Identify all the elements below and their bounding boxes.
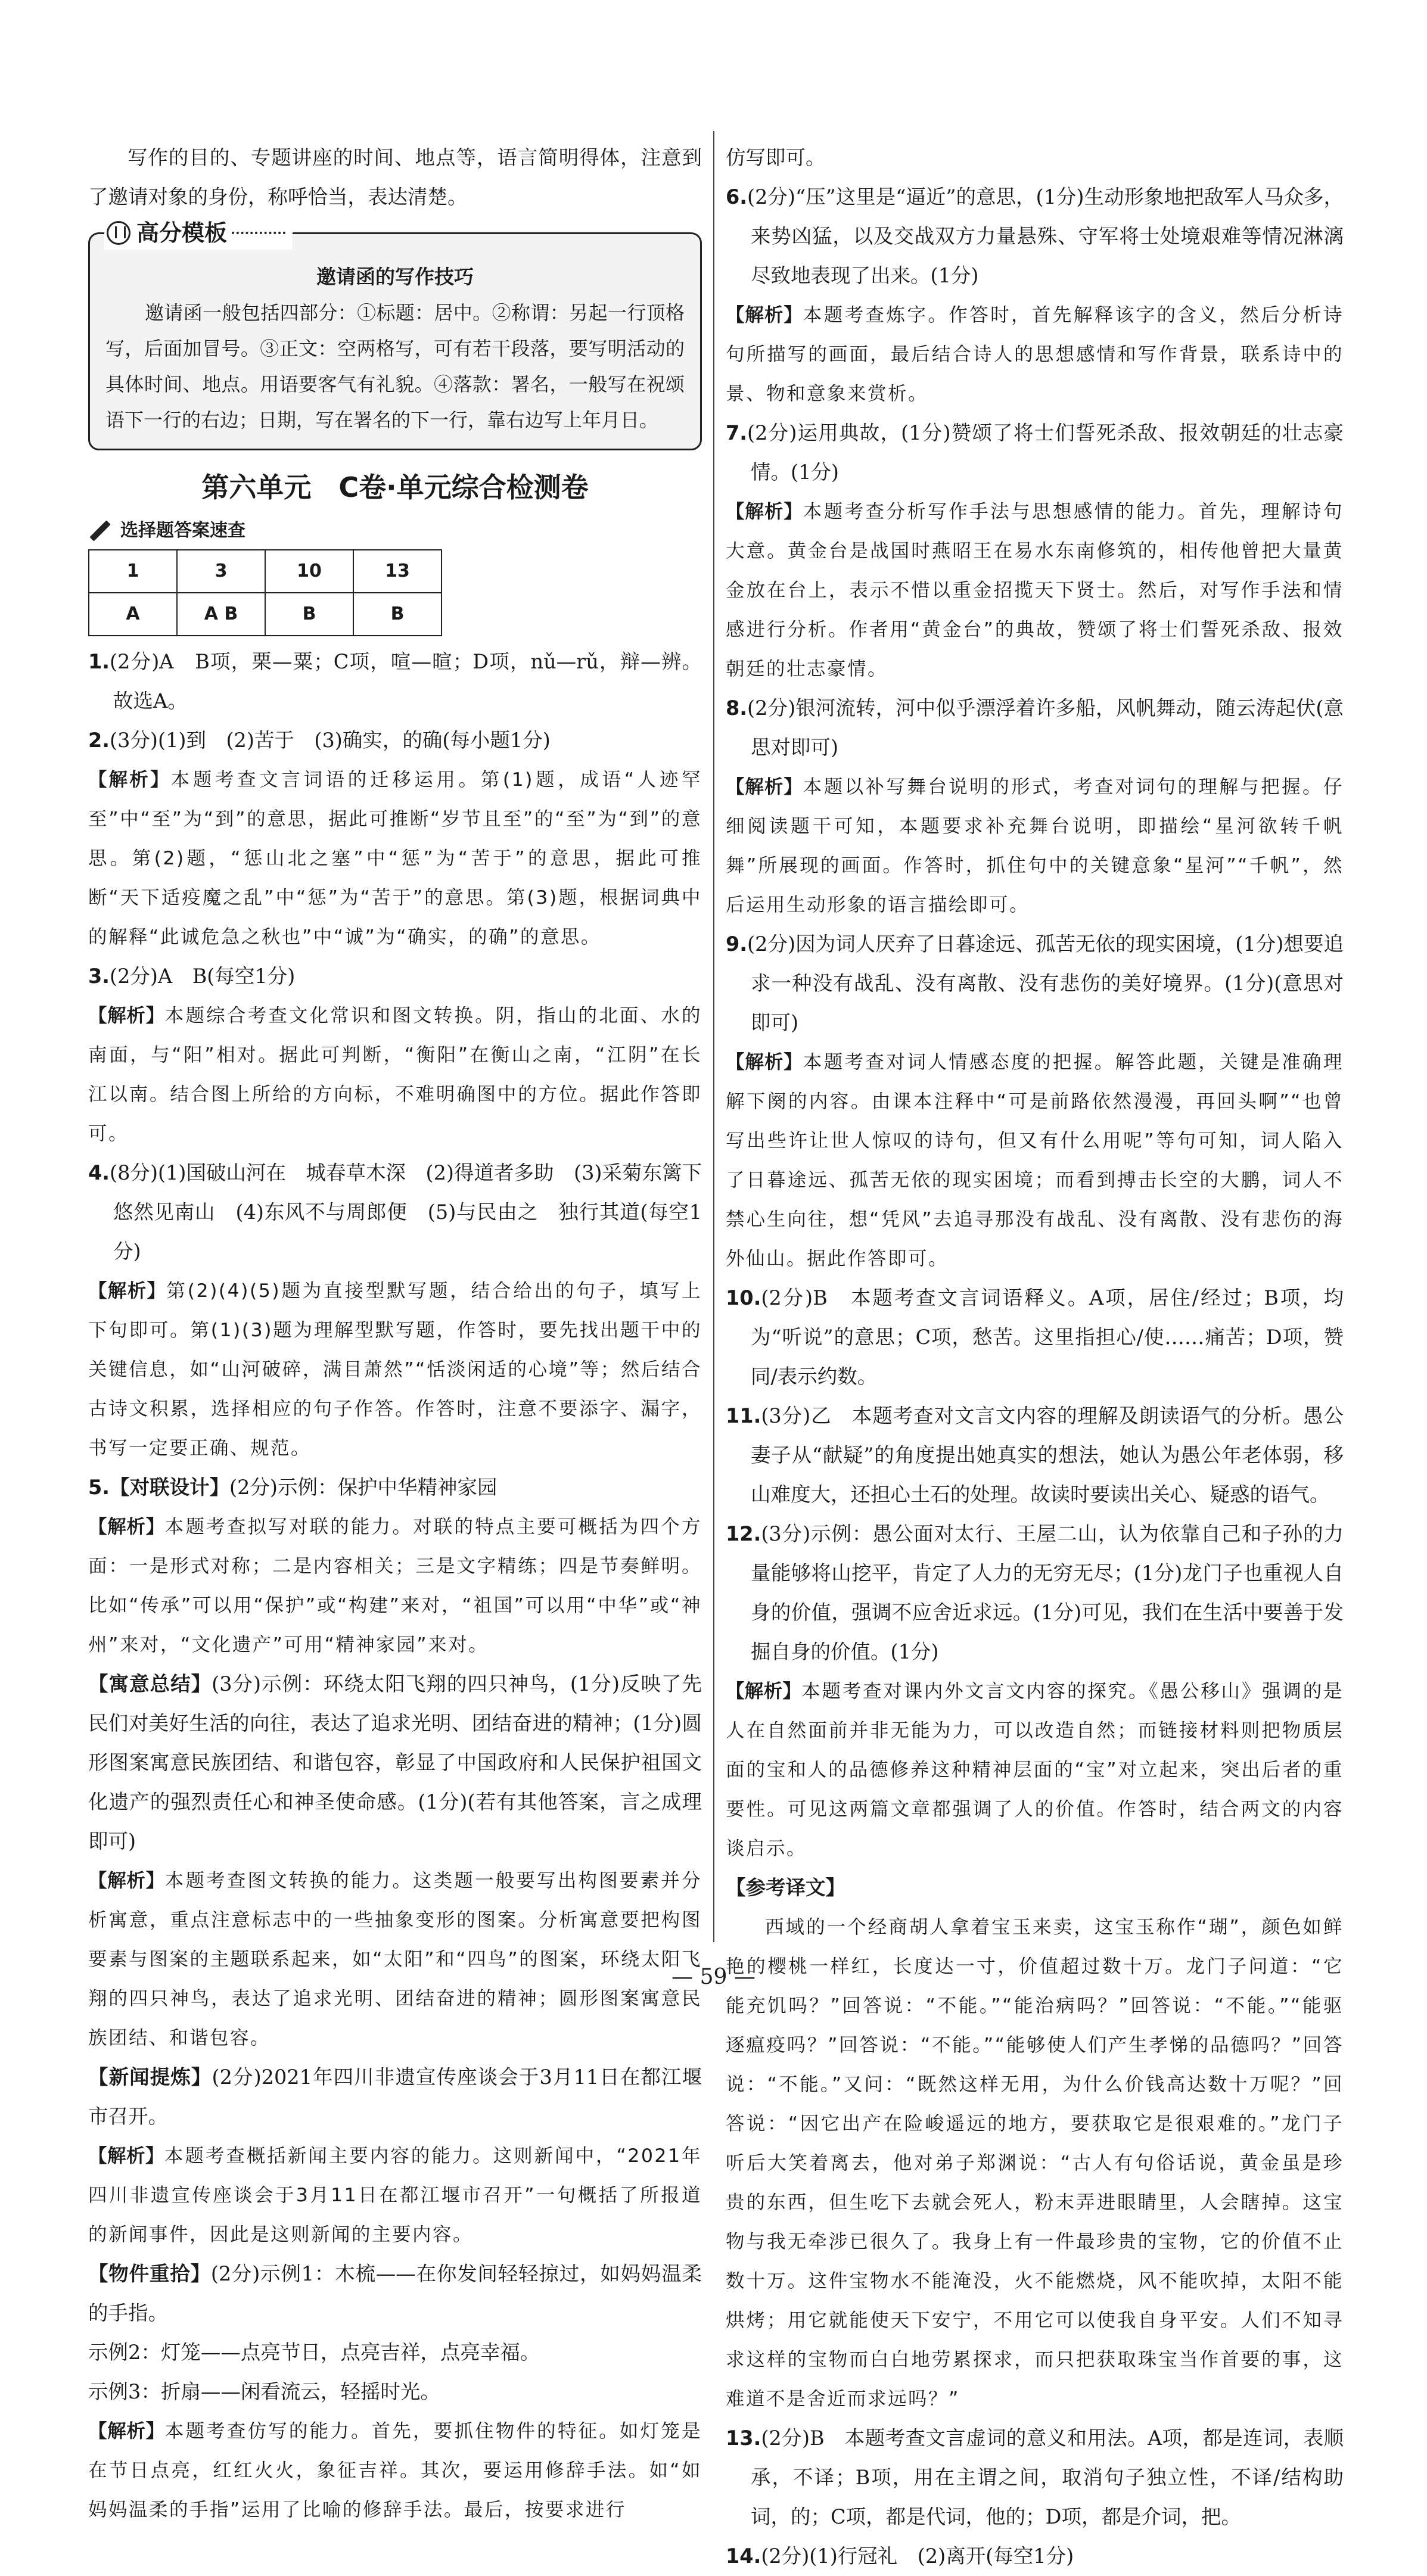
- answer-8: [726, 689, 1344, 767]
- answer-2: [88, 721, 702, 760]
- analysis-text: 本题考查图文转换的能力。这类题一般要写出构图要素并分析寓意，重点注意标志中的一些抽象变形的图案。分析寓意要把构图要素与图案的主题联系起来，如“太阳”和“四鸟”的图案，环绕太阳飞翔的四只神鸟，表达了追求光明、团结奋进的精神；圆形图案寓意民族团结、和谐包容。: [88, 1870, 702, 2049]
- answer-4: [88, 1153, 722, 1271]
- analysis-8: [726, 767, 1344, 925]
- analysis-2: [88, 760, 702, 957]
- column-divider: [713, 131, 714, 1942]
- analysis-tag: 【解析】: [88, 2145, 164, 2167]
- quick-answers-value-row: [89, 593, 442, 636]
- quick-answers-heading: [88, 516, 702, 546]
- analysis-tag: 【解析】: [726, 304, 803, 326]
- news-tag: 【新闻提炼】: [88, 2065, 212, 2089]
- analysis-4: [88, 1271, 702, 1468]
- meaning-text: (3分)示例：环绕太阳飞翔的四只神鸟，(1分)反映了先民们对美好生活的向往，表达了追求光明、团结奋进的精神；(1分)圆形图案寓意民族团结、和谐包容，彰显了中国政府和人民保护祖国文化遗产的强烈责任心和神圣使命感。(1分)(若有其他答案，言之成理即可): [88, 1672, 702, 1853]
- template-box: [88, 220, 702, 450]
- example-2: 示例2：灯笼——点亮节日，点亮吉祥，点亮幸福。: [88, 2341, 540, 2364]
- intro-paragraph: 写作的目的、专题讲座的时间、地点等，语言简明得体，注意到了邀请对象的身份，称呼恰当，表达清楚。: [88, 146, 702, 209]
- answer-9: [726, 925, 1344, 1043]
- quick-answers-header-cell: 10: [265, 550, 353, 593]
- analysis-text: 本题考查概括新闻主要内容的能力。这则新闻中，“2021年四川非遗宣传座谈会于3月11日在都江堰市召开”一句概括了所报道的新闻事件，因此是这则新闻的主要内容。: [88, 2145, 702, 2245]
- analysis-3: [88, 996, 702, 1153]
- analysis-7: [726, 492, 1344, 689]
- quick-answers-value-cell: A: [89, 593, 177, 636]
- answer-number: 13.: [726, 2426, 761, 2450]
- answer-number: 11.: [726, 1404, 761, 1427]
- analysis-tag: 【解析】: [88, 769, 171, 791]
- analysis-tag: 【解析】: [726, 776, 803, 798]
- answer-11: [726, 1396, 1344, 1514]
- template-label-text: 高分模板: [136, 220, 228, 246]
- meaning-summary: [88, 1665, 702, 1861]
- analysis-5a: [88, 1507, 702, 1665]
- analysis-tag: 【解析】: [726, 1681, 802, 1702]
- analysis-5c: [88, 2136, 702, 2254]
- quick-answers-value-cell: B: [265, 593, 353, 636]
- answer-text: (2分)“压”这里是“逼近”的意思，(1分)生动形象地把敌军人马众多，来势凶猛，以及交战双方力量悬殊、守军将士处境艰难等情况淋漓尽致地表现了出来。(1分): [747, 185, 1344, 287]
- analysis-5b: [88, 1861, 702, 2058]
- analysis-text: 本题考查拟写对联的能力。对联的特点主要可概括为四个方面：一是形式对称；二是内容相关；三是文字精练；四是节奏鲜明。比如“传承”可以用“保护”或“构建”来对，“祖国”可以用“中华”或“神州”来对，“文化遗产”可用“精神家园”来对。: [88, 1516, 702, 1656]
- answer-text: (3分)乙 本题考查对文言文内容的理解及朗读语气的分析。愚公妻子从“献疑”的角度提出她真实的想法，她认为愚公年老体弱，移山难度大，还担心土石的处理。故读时要读出关心、疑惑的语气。: [751, 1404, 1344, 1506]
- answer-7: [726, 413, 1344, 492]
- analysis-tag: 【解析】: [726, 1051, 803, 1073]
- answer-text: (2分)A B项，栗—粟；C项，喧—暄；D项，nǔ—rǔ，辩—辨。故选A。: [110, 650, 702, 713]
- quick-answers-header-cell: 13: [353, 550, 442, 593]
- answer-number: 1.: [88, 650, 110, 673]
- answer-number: 4.: [88, 1161, 110, 1184]
- analysis-text: 第(2)(4)(5)题为直接型默写题，结合给出的句子，填写上下句即可。第(1)(3)题为理解型默写题，作答时，要先找出题干中的关键信息，如“山河破碎，满目萧然”“恬淡闲适的心境”等；然后结合古诗文积累，选择相应的句子作答。作答时，注意不要添字、漏字，书写一定要正确、规范。: [88, 1280, 702, 1459]
- analysis-text: 本题考查分析写作手法与思想感情的能力。首先，理解诗句大意。黄金台是战国时燕昭王在易水东南修筑的，相传他曾把大量黄金放在台上，表示不惜以重金招揽天下贤士。然后，对写作手法和情感进行分析。作者用“黄金台”的典故，赞颂了将士们誓死杀敌、报效朝廷的壮志豪情。: [726, 501, 1344, 680]
- template-text: 邀请函一般包括四部分：①标题：居中。②称谓：另起一行顶格写，后面加冒号。③正文：空两格写，可有若干段落，要写明活动的具体时间、地点。用语要客气有礼貌。④落款：署名，一般写在祝颂语下一行的右边；日期，写在署名的下一行，靠右边写上年月日。: [105, 301, 685, 431]
- answer-number: 2.: [88, 729, 110, 752]
- continued-text: 仿写即可。: [726, 146, 826, 169]
- page-number: — 59 —: [671, 1965, 756, 1989]
- answer-text: (3分)示例：愚公面对太行、王屋二山，认为依靠自己和子孙的力量能够将山挖平，肯定了人力的无穷无尽；(1分)龙门子也重视人自身的价值，强调不应舍近求远。(1分)可见，我们在生活中要善于发掘自身的价值。(1分): [751, 1522, 1344, 1663]
- answer-text: (2分)B 本题考查文言虚词的意义和用法。A项，都是连词，表顺承，不译；B项，用在主谓之间，取消句子独立性，不译/结构助词，的；C项，都是代词，他的；D项，都是介词，把。: [751, 2426, 1344, 2528]
- answer-number: 7.: [726, 421, 748, 444]
- quick-answers-value-cell: A B: [177, 593, 265, 636]
- analysis-12: [726, 1672, 1344, 1868]
- analysis-tag: 【解析】: [726, 501, 803, 522]
- answer-text: (2分)B 本题考查文言词语释义。A项，居住/经过；B项，均为“听说”的意思；C项，愁苦。这里指担心/使……痛苦；D项，赞同/表示约数。: [751, 1286, 1344, 1388]
- answer-10: [726, 1278, 1344, 1396]
- template-dash: [232, 232, 285, 234]
- analysis-text: 本题考查对课内外文言文内容的探究。《愚公移山》强调的是人在自然面前并非无能为力，可以改造自然；而链接材料则把物质层面的宝和人的品德修养这种精神层面的“宝”对立起来，突出后者的重要性。可见这两篇文章都强调了人的价值。作答时，结合两文的内容谈启示。: [726, 1681, 1344, 1859]
- answer-5: [88, 1468, 702, 1507]
- analysis-tag: 【解析】: [88, 2421, 165, 2442]
- answer-13: [726, 2419, 1344, 2537]
- answer-number: 9.: [726, 932, 748, 956]
- analysis-5d: [88, 2412, 702, 2530]
- news-text: (2分)2021年四川非遗宣传座谈会于3月11日在都江堰市召开。: [88, 2065, 702, 2128]
- object-writing: [88, 2254, 702, 2333]
- quick-answers-header-row: [89, 550, 442, 593]
- answer-number: 10.: [726, 1286, 761, 1309]
- news-summary: [88, 2058, 702, 2136]
- quick-answers-heading-text: 选择题答案速查: [120, 520, 245, 541]
- answer-text: (2分)银河流转，河中似乎漂浮着许多船，风帆舞动，随云涛起伏(意思对即可): [747, 696, 1344, 759]
- quick-answers-header-cell: 1: [89, 550, 177, 593]
- template-title: 邀请函的写作技巧: [316, 265, 474, 288]
- analysis-text: 本题考查对词人情感态度的把握。解答此题，关键是准确理解下阕的内容。由课本注释中“可是前路依然漫漫，再回头啊”“也曾写出些许让世人惊叹的诗句，但又有什么用呢”等句可知，词人陷入了日暮途远、孤苦无依的现实困境；而看到搏击长空的大鹏，词人不禁心生向往，想“凭风”去追寻那没有战乱、没有离散、没有悲伤的海外仙山。据此作答即可。: [726, 1051, 1344, 1270]
- analysis-text: 本题以补写舞台说明的形式，考查对词句的理解与把握。仔细阅读题干可知，本题要求补充舞台说明，即描绘“星河欲转千帆舞”所展现的画面。作答时，抓住句中的关键意象“星河”“千帆”，然后运用生动形象的语言描绘即可。: [726, 776, 1344, 916]
- answer-6: [726, 178, 1344, 295]
- couplet-tag: 【对联设计】: [110, 1476, 230, 1499]
- answer-number: 6.: [726, 185, 748, 209]
- meaning-tag: 【寓意总结】: [88, 1672, 212, 1695]
- answer-14: [726, 2537, 1344, 2576]
- template-label: [104, 216, 293, 250]
- quick-answers-table: [88, 549, 442, 636]
- analysis-text: 本题考查炼字。作答时，首先解释该字的含义，然后分析诗句所描写的画面，最后结合诗人的思想感情和写作背景，联系诗中的景、物和意象来赏析。: [726, 304, 1344, 405]
- answer-text: (8分)(1)国破山河在 城春草木深 (2)得道者多助 (3)采菊东篱下 悠然见南山 (4)东风不与周郎便 (5)与民由之 独行其道(每空1分): [110, 1161, 722, 1263]
- quick-answers-value-cell: B: [353, 593, 442, 636]
- answer-text: (2分)示例：保护中华精神家园: [229, 1476, 498, 1499]
- analysis-text: 本题考查文言词语的迁移运用。第(1)题，成语“人迹罕至”中“至”为“到”的意思，据此可推断“岁节且至”的“至”为“到”的意思。第(2)题，“惩山北之塞”中“惩”为“苦于”的意思，据此可推断“天下适疫魔之乱”中“惩”为“苦于”的意思。第(3)题，根据词典中的解释“此诚危急之秋也”中“诚”为“确实，的确”的意思。: [88, 769, 702, 948]
- answer-number: 5.: [88, 1476, 110, 1499]
- analysis-tag: 【解析】: [88, 1870, 165, 1891]
- analysis-6: [726, 295, 1344, 413]
- analysis-9: [726, 1043, 1344, 1278]
- answer-number: 14.: [726, 2544, 761, 2568]
- translation-tag: 【参考译文】: [726, 1876, 845, 1899]
- translation-text: 西域的一个经商胡人拿着宝玉来卖，这宝玉称作“瑚”，颜色如鲜艳的樱桃一样红，长度达一寸，价值超过数十万。龙门子问道：“它能充饥吗？”回答说：“不能。”“能治病吗？”回答说：“不能。”“能驱逐瘟疫吗？”回答说：“不能。”“能够使人们产生孝悌的品德吗？”回答说：“不能。”又问：“既然这样无用，为什么价钱高达数十万呢？”回答说：“因它出产在险峻遥远的地方，要获取它是很艰难的。”龙门子听后大笑着离去，他对弟子郑渊说：“古人有句俗话说，黄金虽是珍贵的东西，但生吃下去就会死人，粉末弄进眼睛里，人会瞎掉。这宝物与我无牵涉已很久了。我身上有一件最珍贵的宝物，它的价值不止数十万。这件宝物水不能淹没，火不能燃烧，风不能吹掉，太阳不能烘烤；用它就能使天下安宁，不用它可以使我自身平安。人们不知寻求这样的宝物而白白地劳累探求，而只把获取珠宝当作首要的事，这难道不是舍近而求远吗？”: [726, 1917, 1344, 2410]
- quick-answers-header-cell: 3: [177, 550, 265, 593]
- answer-number: 12.: [726, 1522, 761, 1545]
- right-column: [726, 138, 1344, 2576]
- template-icon: [107, 221, 130, 245]
- analysis-tag: 【解析】: [88, 1280, 167, 1302]
- answer-3: [88, 957, 702, 996]
- answer-text: (2分)(1)行冠礼 (2)离开(每空1分): [761, 2544, 1074, 2568]
- analysis-text: 本题考查仿写的能力。首先，要抓住物件的特征。如灯笼是在节日点亮，红红火火，象征吉祥。其次，要运用修辞手法。如“如妈妈温柔的手指”运用了比喻的修辞手法。最后，按要求进行: [88, 2421, 702, 2521]
- answer-1: [88, 642, 702, 721]
- answer-12: [726, 1514, 1344, 1672]
- unit-title: 第六单元 C卷·单元综合检测卷: [201, 471, 589, 503]
- analysis-tag: 【解析】: [88, 1005, 165, 1026]
- answer-number: 3.: [88, 965, 110, 988]
- analysis-text: 本题综合考查文化常识和图文转换。阴，指山的北面、水的南面，与“阳”相对。据此可判断，“衡阳”在衡山之南，“江阴”在长江以南。结合图上所给的方向标，不难明确图中的方位。据此作答即可。: [88, 1005, 702, 1144]
- answer-text: (3分)(1)到 (2)苦于 (3)确实，的确(每小题1分): [110, 729, 551, 752]
- answer-number: 8.: [726, 696, 748, 720]
- analysis-tag: 【解析】: [88, 1516, 165, 1538]
- answer-text: (2分)A B(每空1分): [110, 965, 296, 988]
- object-tag: 【物件重拾】: [88, 2262, 211, 2285]
- answer-text: (2分)运用典故，(1分)赞颂了将士们誓死杀敌、报效朝廷的壮志豪情。(1分): [747, 421, 1344, 484]
- pen-icon: [89, 520, 110, 541]
- object-text: (2分)示例1：木梳——在你发间轻轻掠过，如妈妈温柔的手指。: [88, 2262, 702, 2325]
- example-3: 示例3：折扇——闲看流云，轻摇时光。: [88, 2380, 440, 2403]
- answer-text: (2分)因为词人厌弃了日暮途远、孤苦无依的现实困境，(1分)想要追求一种没有战乱、没有离散、没有悲伤的美好境界。(1分)(意思对即可): [747, 932, 1344, 1034]
